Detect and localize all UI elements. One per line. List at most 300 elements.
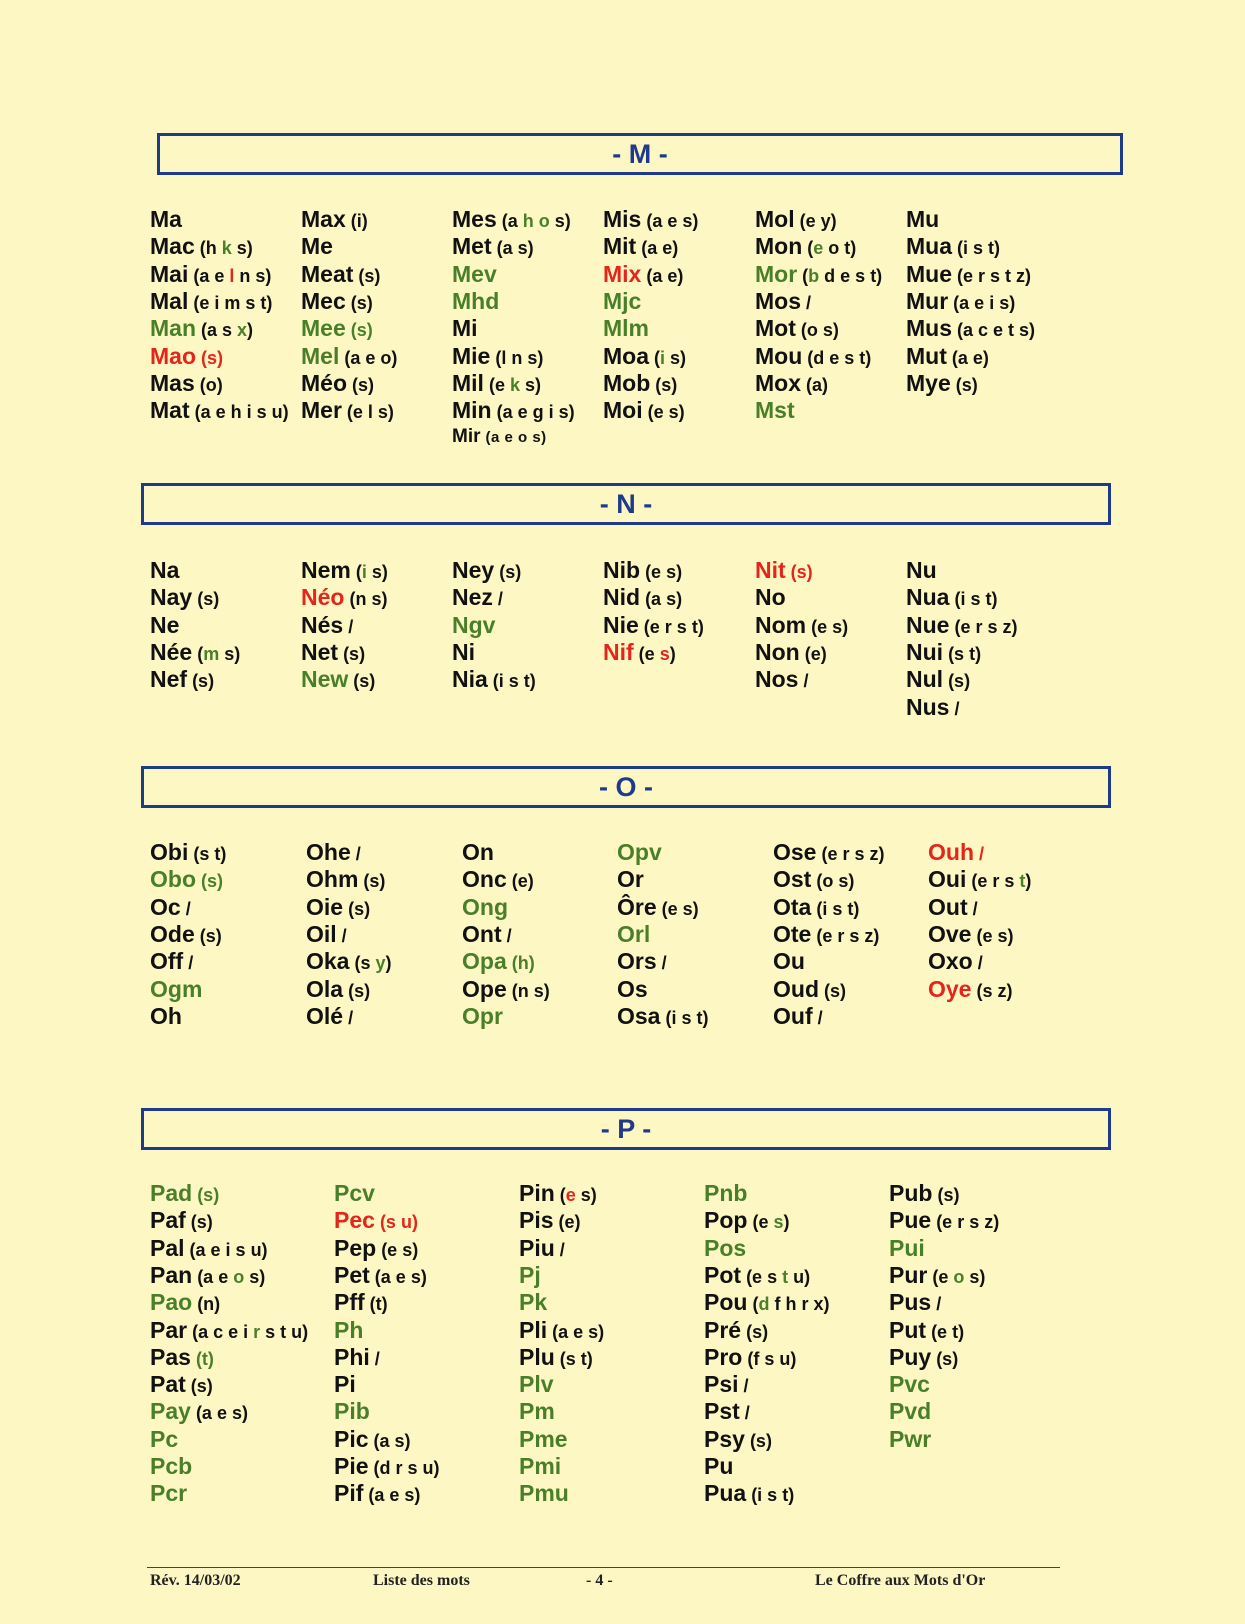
word-entry [334,1235,418,1265]
suffix-part: (o s) [800,320,839,341]
word: Mox [755,369,801,396]
word-entry [462,921,512,951]
word-suffixes [936,1349,958,1369]
word-entry [755,315,839,345]
suffix-part: (a s) [645,589,683,610]
suffix-part: ) [1025,871,1032,892]
word: Pc [150,1425,179,1452]
word-suffixes [375,1349,380,1369]
word-suffixes [800,211,837,231]
word-suffixes [805,644,827,664]
word-suffixes [489,375,541,395]
word: Ngv [452,611,496,638]
word-entry [906,206,939,236]
suffix-part: (a e s) [195,1403,248,1424]
word-suffixes [200,375,223,395]
word-suffixes [195,402,289,422]
word-suffixes [655,375,677,395]
word-entry [306,948,392,978]
word: Mou [755,342,803,369]
suffix-part: (a c e i [192,1321,254,1342]
word-entry [150,612,179,642]
word-entry [773,921,879,951]
suffix-part: u) [788,1266,811,1287]
suffix-part: / [743,1376,749,1397]
word-suffixes [348,899,370,919]
word-entry [519,1344,593,1374]
word-suffixes [936,1212,999,1232]
word-suffixes [201,348,223,368]
word: Oie [306,893,344,920]
suffix-part: b [808,265,820,286]
suffix-part: (s) [936,1348,959,1369]
word-suffixes [645,589,682,609]
section-heading-label: - N - [599,488,653,519]
word: Mel [301,342,340,369]
word-entry [704,1262,810,1292]
suffix-part: (e r s z) [936,1212,1000,1233]
word: Ney [452,557,495,583]
word-suffixes [186,899,191,919]
word-entry [452,343,543,373]
word-suffixes [349,589,387,609]
word: Put [889,1316,927,1343]
word: Pep [334,1234,377,1261]
suffix-part: (a e i s) [953,292,1016,313]
suffix-part: (e s) [976,925,1014,946]
suffix-part: (s) [746,1321,769,1342]
suffix-part: s [659,643,670,664]
suffix-part: (s) [190,1212,213,1233]
word-suffixes [824,981,846,1001]
suffix-part: (s) [749,1430,772,1451]
word-suffixes [816,926,879,946]
word: Mat [150,397,190,424]
word-suffixes [512,981,550,1001]
word-suffixes [348,617,353,637]
word-suffixes [639,644,676,664]
word-suffixes [751,1485,794,1505]
word-entry [519,1426,568,1456]
suffix-part: (e s) [647,402,685,423]
word-entry [889,1180,959,1210]
word: Pao [150,1289,193,1316]
suffix-part: (e i m s t) [193,292,273,313]
suffix-part: (a e) [951,347,989,368]
suffix-part: (s) [790,562,813,582]
word-entry [755,288,811,318]
word-entry [889,1344,958,1374]
word-entry [704,1289,829,1319]
suffix-part: i [660,347,666,368]
word-suffixes [352,375,374,395]
suffix-part: ) [669,643,676,664]
word-entry [301,584,387,614]
word-entry [906,315,1035,345]
word: Pst [704,1398,740,1425]
section-heading-label: - M - [612,138,668,169]
word-suffixes [486,429,547,446]
suffix-part: (s) [350,292,373,313]
word: Pré [704,1316,742,1343]
section-heading-label: - O - [599,771,653,802]
word-suffixes [746,1267,810,1287]
word-suffixes [752,1294,829,1314]
word-suffixes [192,671,214,691]
word-suffixes [507,926,512,946]
word-entry [150,1207,213,1237]
word: Moi [603,397,643,424]
word-entry [334,1344,380,1374]
word: Pay [150,1398,191,1425]
suffix-part: (n s) [349,589,388,610]
word-entry [704,1317,768,1347]
word-entry [773,1003,823,1033]
word-suffixes [956,375,978,395]
suffix-part: x [237,320,248,341]
word: Phi [334,1343,370,1370]
word: Mil [452,369,484,396]
suffix-part: s) [366,562,388,582]
word: Nit [755,557,786,583]
suffix-part: (e) [511,871,534,892]
word-entry [755,233,856,263]
word-entry [603,315,649,345]
word-suffixes [821,844,884,864]
word-suffixes [803,671,808,691]
word: Mu [906,206,940,232]
word: Orl [617,920,651,947]
suffix-part: s t u) [260,1321,309,1342]
word-suffixes [370,1294,388,1314]
word: Pvc [889,1371,930,1398]
word-suffixes [499,562,521,582]
suffix-part: / [506,925,512,946]
word-suffixes [374,1431,411,1451]
suffix-part: / [806,292,812,313]
suffix-part: m [203,643,220,664]
word-entry [301,261,380,291]
word-suffixes [816,899,859,919]
word-entry [889,1235,925,1265]
word-suffixes [646,211,698,231]
word-suffixes [381,1240,418,1260]
suffix-part: (i s t) [492,671,536,692]
suffix-part: ( [355,562,362,582]
suffix-part: (i s t) [816,898,860,919]
word-suffixes [560,1240,565,1260]
suffix-part: (o) [199,374,223,395]
word-entry [519,1207,581,1237]
word: Nez [452,584,493,611]
suffix-part: (i) [350,211,368,231]
word-entry [452,639,475,669]
word-suffixes [662,899,699,919]
suffix-part: s) [244,1266,266,1287]
word-suffixes [347,402,394,422]
word-suffixes [200,238,253,258]
word-suffixes [807,348,871,368]
suffix-part: k [509,374,520,395]
word-entry [603,397,685,427]
word: Pua [704,1480,747,1507]
suffix-part: (t) [369,1294,388,1315]
suffix-part: (a e [193,265,230,286]
word: Man [150,315,196,342]
suffix-part: ) [247,320,254,341]
word: Par [150,1316,188,1343]
word: Méo [301,369,347,396]
word: Oui [928,866,967,893]
word: Ote [773,920,812,947]
word-suffixes [348,981,370,1001]
suffix-part: (e r s t z) [957,265,1032,286]
suffix-part: (e s) [661,898,699,919]
word-entry [755,343,871,373]
word: Mis [603,206,642,232]
suffix-part: / [188,953,194,974]
word-suffixes [645,562,682,582]
footer-book-title: Le Coffre aux Mots d'Or [815,1572,986,1589]
word-entry [150,261,271,291]
word-entry [452,397,575,427]
word-suffixes [196,1403,248,1423]
word-entry [150,233,253,263]
word-suffixes [353,671,375,691]
word: Oud [773,975,819,1002]
word-entry [906,694,959,724]
footer-page-number: - 4 - [586,1572,613,1589]
suffix-part: (e r s z) [816,925,880,946]
word-entry [755,206,837,236]
word-entry [617,839,662,869]
word-entry [306,921,347,951]
word-entry [462,976,550,1006]
suffix-part: (a e g i s) [496,402,575,423]
word-entry [928,839,984,869]
word: Pcb [150,1453,193,1479]
word-suffixes [957,266,1031,286]
word-suffixes [356,844,361,864]
word-suffixes [192,1322,308,1342]
suffix-part: / [803,671,809,692]
word-entry [617,976,648,1006]
suffix-part: (s) [352,374,374,395]
word-suffixes [954,699,959,719]
word: Nom [755,611,807,638]
word: Psy [704,1425,745,1452]
section-heading-n [141,483,1111,525]
word-entry [301,639,365,669]
word-entry [301,612,353,642]
word-entry [617,1003,708,1033]
word-entry [755,370,828,400]
word: Max [301,206,346,232]
suffix-part: (i s t) [957,238,1000,259]
word-entry [928,921,1014,951]
word: Psi [704,1371,739,1398]
word-entry [617,948,667,978]
word-suffixes [196,1349,214,1369]
word: Ogm [150,975,203,1002]
word: Mus [906,315,952,342]
word-entry [452,612,495,642]
suffix-part: (l n s) [495,347,544,368]
word-entry [889,1289,941,1319]
word: Olé [306,1002,344,1029]
suffix-part: (i s t) [954,589,998,610]
word: Pue [889,1207,932,1234]
word: Pur [889,1261,928,1288]
word: Pm [519,1398,555,1425]
suffix-part: (s) [348,898,371,919]
word-suffixes [745,1403,750,1423]
word: Mas [150,369,195,396]
suffix-part: d [758,1294,770,1315]
word: Nif [603,638,634,665]
word: Mor [755,260,798,287]
word-entry [603,343,686,373]
word-suffixes [344,348,397,368]
word: Nia [452,666,488,693]
word-entry [301,343,397,373]
word-entry [889,1398,931,1428]
suffix-part: y [375,953,386,974]
word-entry [519,1235,565,1265]
word: Pus [889,1289,932,1316]
word: Pme [519,1425,568,1452]
word-suffixes [197,589,219,609]
suffix-part: (s) [348,980,371,1001]
suffix-part: / [348,1007,354,1028]
word-suffixes [948,644,981,664]
word-entry [150,1262,265,1292]
word: Pui [889,1234,925,1261]
word: Pat [150,1371,186,1398]
suffix-part: (a [501,211,523,231]
word-entry [334,1317,363,1347]
suffix-part: (s) [197,589,220,610]
suffix-part: s) [231,238,253,259]
suffix-part: (s) [353,671,376,692]
word-suffixes [363,871,385,891]
word-suffixes [512,953,535,973]
word: Plu [519,1343,555,1370]
word: Ost [773,866,812,893]
suffix-part: (s) [655,374,678,395]
word-entry [462,1003,503,1033]
suffix-part: (s) [937,1185,960,1205]
word-entry [150,894,191,924]
word-suffixes [654,348,686,368]
suffix-part: (s) [824,980,846,1001]
suffix-part: (a e s) [646,211,699,231]
word-suffixes [188,953,193,973]
word-suffixes [646,266,683,286]
word-suffixes [662,953,667,973]
word: Oye [928,975,972,1002]
word: Pub [889,1180,933,1206]
word-suffixes [356,562,388,582]
word: Mal [150,287,189,314]
suffix-part: / [954,698,960,719]
suffix-part: / [744,1403,750,1424]
word-entry [519,1453,561,1483]
word: Opr [462,1002,503,1029]
suffix-part: (a e [197,1266,234,1287]
suffix-part: (h [199,238,222,259]
word: Off [150,948,184,975]
word-entry [773,839,885,869]
word: Pmi [519,1453,562,1479]
word: Ode [150,920,195,947]
word: Ose [773,839,817,865]
word-entry [301,557,388,587]
word-entry [906,233,1000,263]
word-entry [150,315,253,345]
word: Pj [519,1261,541,1288]
word-suffixes [648,402,685,422]
word: Ola [306,975,344,1002]
suffix-part: / [355,844,361,864]
word-entry [603,612,704,642]
suffix-part: (s) [499,562,522,582]
suffix-part: (a e i s u) [189,1239,268,1260]
word: Pec [334,1207,375,1234]
word-entry [334,1398,370,1428]
word-entry [704,1344,796,1374]
word: Pos [704,1234,747,1261]
suffix-part: o [233,1266,245,1287]
word: Nos [755,666,799,693]
word-entry [755,584,786,614]
suffix-part: f h r x) [769,1294,830,1315]
word-entry [519,1480,569,1510]
word-suffixes [818,1008,823,1028]
suffix-part: (e) [558,1212,581,1233]
suffix-part: s) [575,1185,597,1205]
word-entry [150,288,272,318]
suffix-part: l [229,265,235,286]
word-entry [150,397,289,427]
word-entry [773,894,859,924]
suffix-part: (a e s) [374,1266,427,1287]
word-suffixes [953,293,1015,313]
word: Néo [301,584,345,611]
word: Non [755,638,800,665]
word: Mev [452,260,497,287]
word-suffixes [191,1212,213,1232]
word-entry [150,1289,220,1319]
word: No [755,584,786,611]
section-heading-m [157,133,1123,175]
suffix-part: (e s [746,1266,783,1287]
word: Mit [603,233,637,260]
word-entry [906,584,997,614]
word-entry [519,1398,555,1428]
word: Ou [773,948,805,975]
word-suffixes [937,1185,959,1205]
word: Pif [334,1480,364,1507]
word-suffixes [201,871,223,891]
word-entry [301,666,375,696]
footer-title: Liste des mots [373,1572,470,1589]
suffix-part: (e y) [799,211,837,231]
word-entry [301,315,373,345]
suffix-part: (e [752,1212,774,1233]
word-suffixes [358,266,380,286]
suffix-part: e [565,1185,576,1205]
